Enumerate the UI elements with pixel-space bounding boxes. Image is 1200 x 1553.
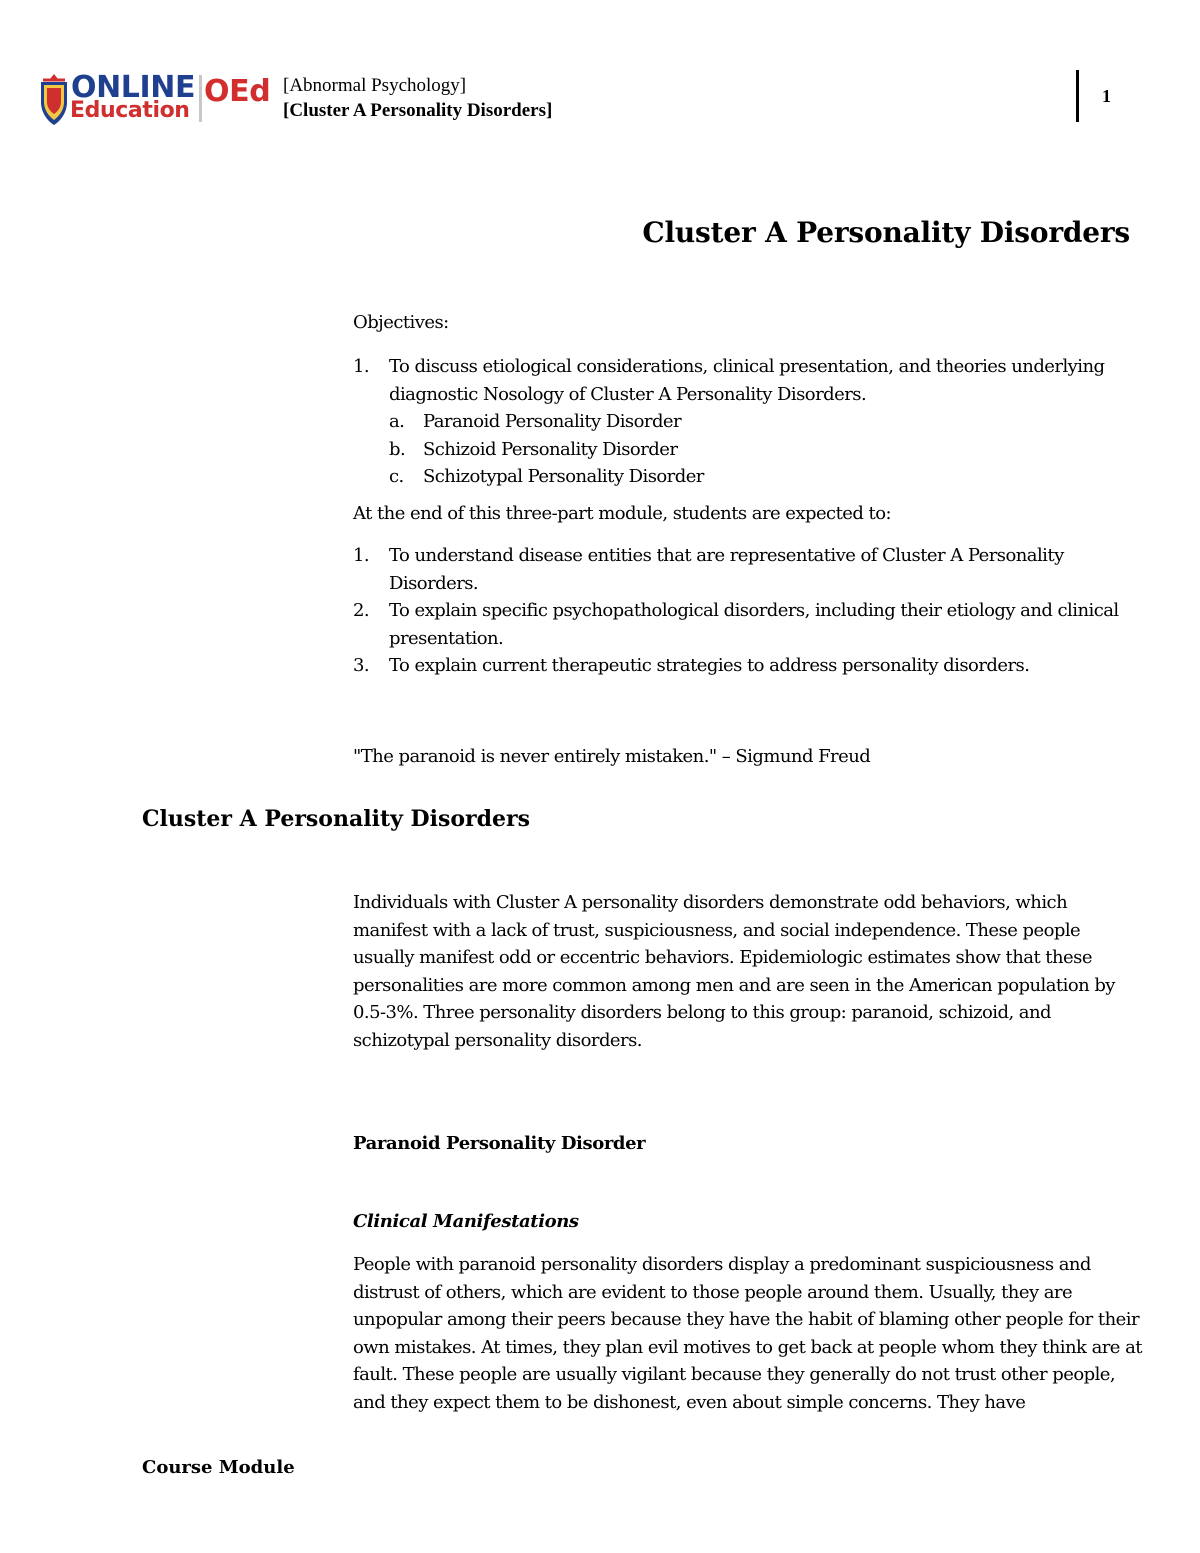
logo-oed-text: OEd bbox=[204, 74, 271, 109]
outcome-item bbox=[353, 597, 1143, 652]
page-number-divider bbox=[1076, 70, 1079, 122]
logo-education-text: Education bbox=[70, 98, 190, 123]
header-course-info bbox=[283, 73, 552, 123]
section-heading: Cluster A Personality Disorders bbox=[142, 806, 530, 832]
outcomes-intro: At the end of this three-part module, students are expected to: bbox=[353, 503, 892, 524]
outcome-number: 1. bbox=[353, 545, 370, 566]
objectives-label: Objectives: bbox=[353, 312, 449, 333]
objective-text: To discuss etiological considerations, clinical presentation, and theories underlying diagnostic Nosology of Cluster A Personality Disorders. bbox=[389, 356, 1105, 405]
outcome-number: 3. bbox=[353, 655, 370, 676]
objective-subitem-text: Paranoid Personality Disorder bbox=[423, 411, 682, 432]
footer-course-module: Course Module bbox=[142, 1457, 295, 1478]
objective-subitem-letter: c. bbox=[389, 466, 404, 487]
objective-subitem bbox=[353, 408, 1143, 436]
outcome-text: To explain current therapeutic strategies to address personality disorders. bbox=[389, 655, 1030, 676]
institution-crest-icon bbox=[38, 74, 70, 126]
objective-subitem-text: Schizotypal Personality Disorder bbox=[423, 466, 704, 487]
paranoid-paragraph: People with paranoid personality disorders display a predominant suspiciousness and distrust of others, which are evident to those people around them. Usually, they are unpopular among their peers because they have the habit of blaming other people for their own mistakes. At times, they plan evil motives to get back at people whom they think are at fault. These people are usually vigilant because they generally do not trust other people, and they expect them to be dishonest, even about simple concerns. They have bbox=[353, 1254, 1142, 1413]
header-module-title: [Cluster A Personality Disorders] bbox=[283, 100, 553, 121]
objective-subitem-text: Schizoid Personality Disorder bbox=[423, 438, 678, 460]
subsection-heading: Paranoid Personality Disorder bbox=[353, 1133, 646, 1154]
outcome-item bbox=[353, 542, 1143, 597]
header-course-name: [Abnormal Psychology] bbox=[283, 75, 467, 96]
page-title: Cluster A Personality Disorders bbox=[642, 216, 1130, 249]
outcome-number: 2. bbox=[353, 600, 370, 621]
freud-quote: "The paranoid is never entirely mistaken." – Sigmund Freud bbox=[353, 746, 871, 767]
outcome-item bbox=[353, 652, 1143, 680]
objective-subitem bbox=[353, 436, 1143, 464]
online-education-logo bbox=[38, 72, 273, 128]
objective-subitem bbox=[353, 463, 1143, 491]
objective-subitem-letter: b. bbox=[389, 438, 406, 460]
outcome-text: To understand disease entities that are representative of Cluster A Personality Disorders. bbox=[389, 545, 1064, 594]
objectives-list bbox=[353, 353, 1143, 491]
learning-outcomes-list bbox=[353, 542, 1143, 680]
page-number: 1 bbox=[1102, 86, 1111, 106]
objective-subitem-letter: a. bbox=[389, 411, 405, 432]
intro-paragraph: Individuals with Cluster A personality disorders demonstrate odd behaviors, which manifest with a lack of trust, suspiciousness, and social independence. These people usually manifest odd or eccentric behaviors. Epidemiologic estimates show that these personalities are more common among men and are seen in the American population by 0.5-3%. Three personality disorders belong to this group: paranoid, schizoid, and schizotypal personality disorders. bbox=[353, 892, 1115, 1051]
logo-separator bbox=[199, 75, 202, 122]
outcome-text: To explain specific psychopathological disorders, including their etiology and clinical presentation. bbox=[389, 600, 1119, 649]
logo-online-text: ONLINE bbox=[71, 70, 196, 105]
clinical-manifestations-heading: Clinical Manifestations bbox=[353, 1211, 579, 1232]
objective-item bbox=[353, 353, 1143, 408]
objective-number: 1. bbox=[353, 356, 370, 377]
